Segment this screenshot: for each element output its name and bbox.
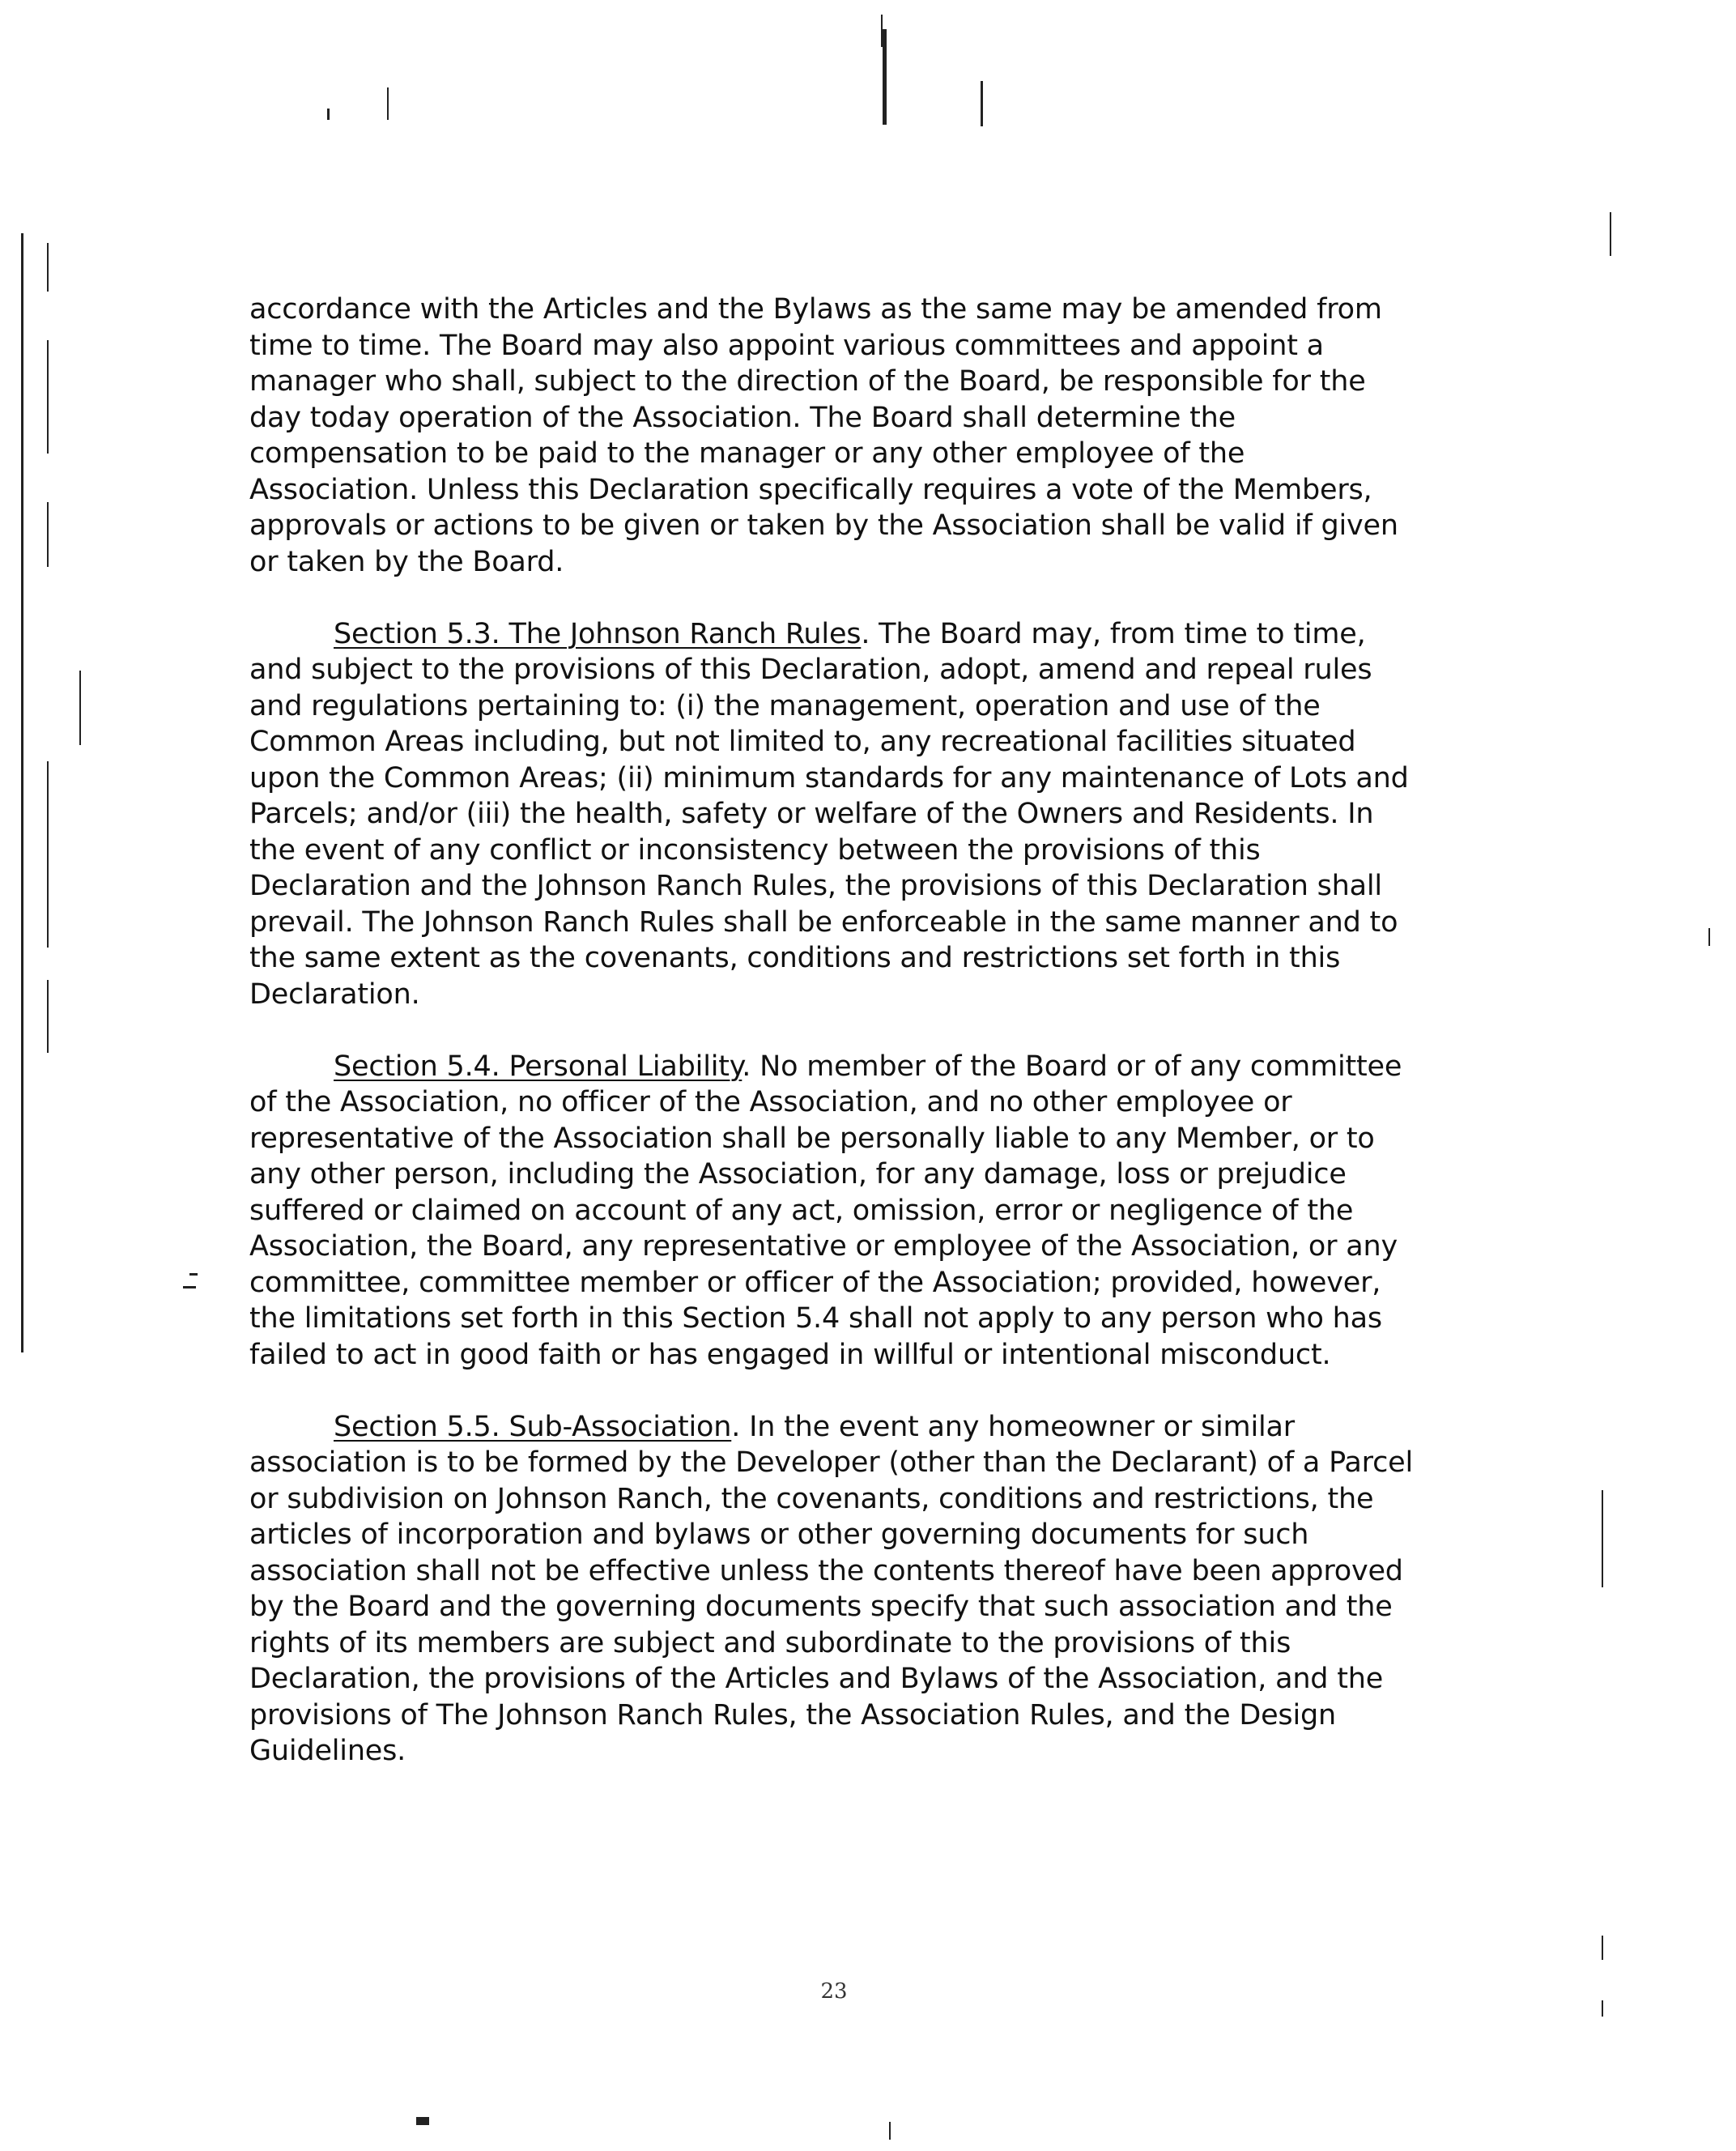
scan-mark [889, 2122, 891, 2140]
section-5-5-text: . In the event any homeowner or similar association is to be formed by the Developer (other than the Declarant) of a Parcel or subdivision on Johnson Ranch, the covenants, conditions and restrictions, the articles of incorporation and bylaws or other governing documents for such association shall not be effective unless the contents thereof have been approved by the Board and the governing documents specify that such association and the rights of its members are subject and subordinate to the provisions of this Declaration, the provisions of the Articles and Bylaws of the Association, and the provisions of The Johnson Ranch Rules, the Association Rules, and the Design Guidelines. [249, 1410, 1413, 1767]
section-5-4-heading: Section 5.4. Personal Liability [334, 1050, 742, 1083]
scan-mark [1610, 212, 1611, 256]
document-body [249, 292, 1415, 1805]
scan-mark [47, 340, 49, 454]
section-5-3-text: . The Board may, from time to time, and subject to the provisions of this Declaration, adopt, amend and repeal rules and regulations pertaining to: (i) the management, operation and use of the Common Areas including, but not limited to, any recreational facilities situated upon the Common Areas; (ii) minimum standards for any maintenance of Lots and Parcels; and/or (iii) the health, safety or welfare of the Owners and Residents. In the event of any conflict or inconsistency between the provisions of this Declaration and the Johnson Ranch Rules, the provisions of this Declaration shall prevail. The Johnson Ranch Rules shall be enforceable in the same manner and to the same extent as the covenants, conditions and restrictions set forth in this Declaration. [249, 617, 1409, 1011]
scan-mark [416, 2117, 429, 2125]
section-5-5 [249, 1409, 1415, 1770]
section-5-3-heading: Section 5.3. The Johnson Ranch Rules [334, 617, 862, 650]
scan-mark [47, 243, 49, 292]
scan-mark [883, 29, 887, 125]
scan-mark [387, 87, 389, 120]
scan-mark [327, 109, 330, 120]
section-5-3 [249, 616, 1415, 1013]
scan-mark [47, 980, 49, 1053]
scan-mark [47, 761, 49, 948]
scan-mark [981, 81, 983, 126]
scan-mark [47, 502, 49, 567]
page-number: 23 [820, 1979, 848, 2004]
scan-mark [1602, 1936, 1603, 1960]
scan-mark [21, 233, 23, 1352]
scan-mark [79, 671, 81, 745]
scan-mark [1602, 2000, 1603, 2017]
scan-mark [1708, 928, 1710, 946]
scan-mark [1602, 1490, 1603, 1587]
section-5-5-heading: Section 5.5. Sub-Association [334, 1410, 732, 1443]
scan-mark [183, 1286, 196, 1288]
opening-paragraph [249, 292, 1415, 580]
opening-paragraph-text: accordance with the Articles and the Bylaws as the same may be amended from time to time. The Board may also appoint various committees and appoint a manager who shall, subject to the direction of the Board, be responsible for the day today operation of the Association. The Board shall determine the compensation to be paid to the manager or any other employee of the Association. Unless this Declaration specifically requires a vote of the Members, approvals or actions to be given or taken by the Association shall be valid if given or taken by the Board. [249, 293, 1398, 578]
scan-mark [189, 1273, 198, 1276]
section-5-4-text: . No member of the Board or of any committee of the Association, no officer of the Association, and no other employee or representative of the Association shall be personally liable to any Member, or to any other person, including the Association, for any damage, loss or prejudice suffered or claimed on account of any act, omission, error or negligence of the Association, the Board, any representative or employee of the Association, or any committee, committee member or officer of the Association; provided, however, the limitations set forth in this Section 5.4 shall not apply to any person who has failed to act in good faith or has engaged in willful or intentional misconduct. [249, 1050, 1402, 1371]
section-5-4 [249, 1049, 1415, 1374]
